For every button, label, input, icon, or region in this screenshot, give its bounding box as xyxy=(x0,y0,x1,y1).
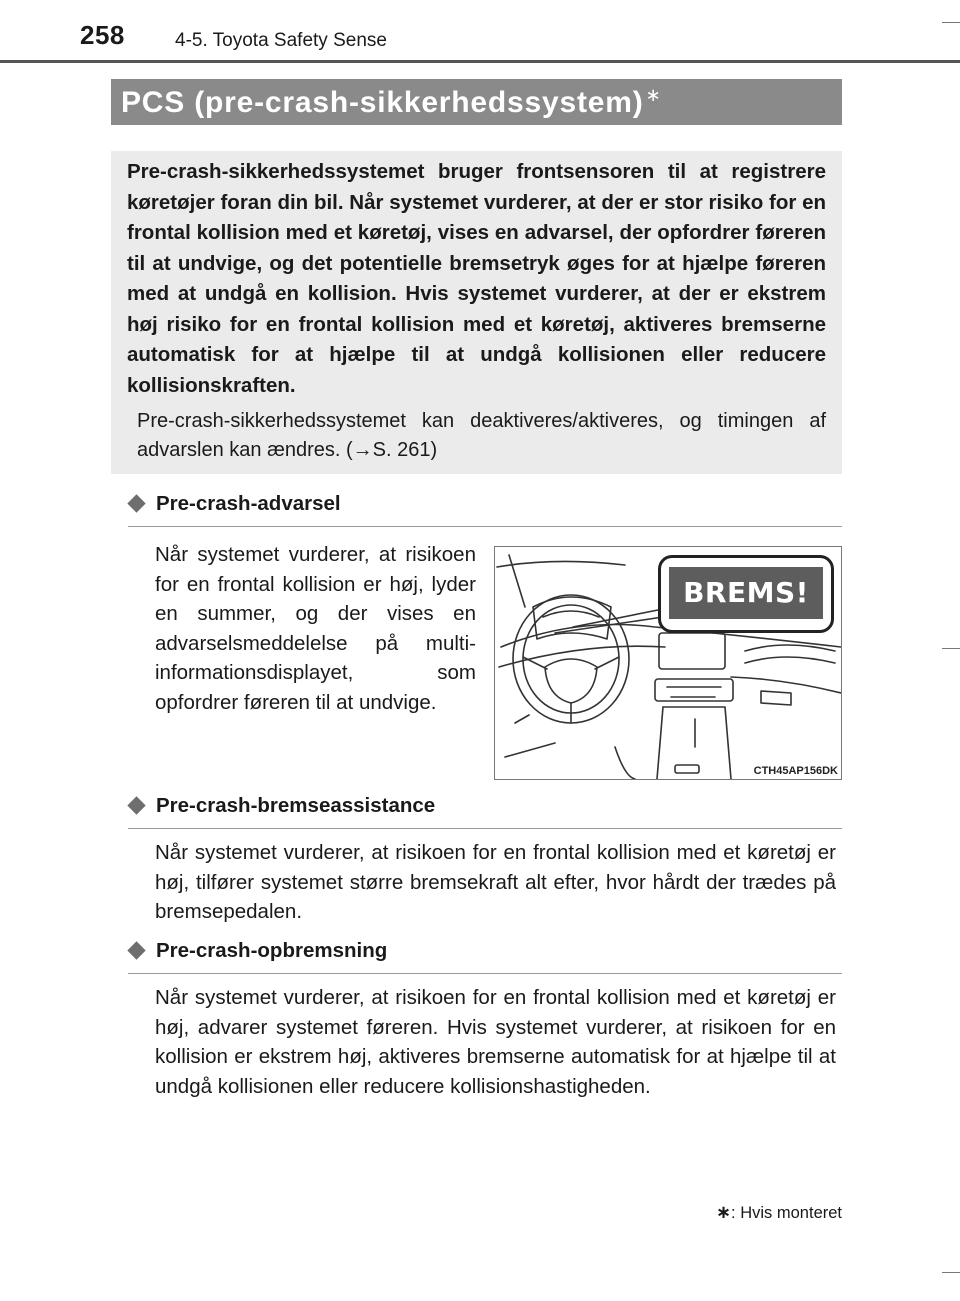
dashboard-figure xyxy=(494,546,842,780)
optional-marker: ∗ xyxy=(645,85,662,105)
warning-message-bubble xyxy=(658,555,834,633)
diamond-bullet-icon xyxy=(127,494,145,512)
section-title: PCS (pre-crash-sikkerhedssystem) xyxy=(121,86,644,119)
section-title-bar xyxy=(111,79,842,125)
crop-mark xyxy=(942,648,960,649)
intro-note: Pre-crash-sikkerhedssystemet kan deaktiveres/aktiveres, og timingen af advarslen kan ændres. (→S. 261) xyxy=(137,410,826,461)
page-number: 258 xyxy=(80,20,125,50)
crop-mark xyxy=(942,22,960,23)
subheading-pre-crash-advarsel xyxy=(128,491,842,527)
subheading-pre-crash-opbremsning xyxy=(128,938,842,974)
subheading-pre-crash-bremseassistance xyxy=(128,793,842,829)
intro-paragraph: Pre-crash-sikkerhedssystemet bruger frontsensoren til at registrere køretøjer foran din bil. Når systemet vurderer, at der er stor risiko for en frontal kollision med et køretøj, vises en advarsel, der opfordrer føreren til at undvige, og det potentielle bremsetryk øges for at hjælpe føreren med at undgå en kollision. Hvis systemet vurderer, at der er ekstrem høj risiko for en frontal kollision med et køretøj, aktiveres bremserne automatisk for at hjælpe til at undgå kollisionen eller reducere kollisionskraften. xyxy=(127,160,826,397)
footnote-marker: ∗ xyxy=(715,1202,732,1222)
crop-mark xyxy=(942,1272,960,1273)
section-text-advarsel: Når systemet vurderer, at risikoen for en frontal kollision er høj, lyder en summer, og der vises en advarselsmeddelelse på multi-informationsdisplayet, som opfordrer føreren til at undvige. xyxy=(155,543,476,714)
subheading-title: Pre-crash-opbremsning xyxy=(156,939,388,962)
intro-box xyxy=(111,151,842,474)
diamond-bullet-icon xyxy=(127,796,145,814)
section-text-bremseassistance: Når systemet vurderer, at risikoen for en frontal kollision med et køretøj er høj, tilfører systemet større bremsekraft alt efter, hvor hårdt der trædes på bremsepedalen. xyxy=(155,841,836,923)
footnote xyxy=(716,1202,842,1223)
subheading-title: Pre-crash-advarsel xyxy=(156,492,341,515)
footnote-text: : Hvis monteret xyxy=(731,1204,842,1222)
figure-code: CTH45AP156DK xyxy=(753,765,838,777)
brake-warning-display: BREMS! xyxy=(669,567,823,619)
section-text-opbremsning: Når systemet vurderer, at risikoen for en frontal kollision med et køretøj er høj, advarer systemet føreren. Hvis systemet vurderer, at risikoen for en kollision er ekstrem høj, aktiveres bremserne automatisk for at hjælpe til at undgå kollisionen eller reducere kollisionshastigheden. xyxy=(155,986,836,1098)
subheading-title: Pre-crash-bremseassistance xyxy=(156,794,436,817)
header-rule xyxy=(0,60,960,63)
diamond-bullet-icon xyxy=(127,941,145,959)
section-reference: 4-5. Toyota Safety Sense xyxy=(175,30,387,51)
